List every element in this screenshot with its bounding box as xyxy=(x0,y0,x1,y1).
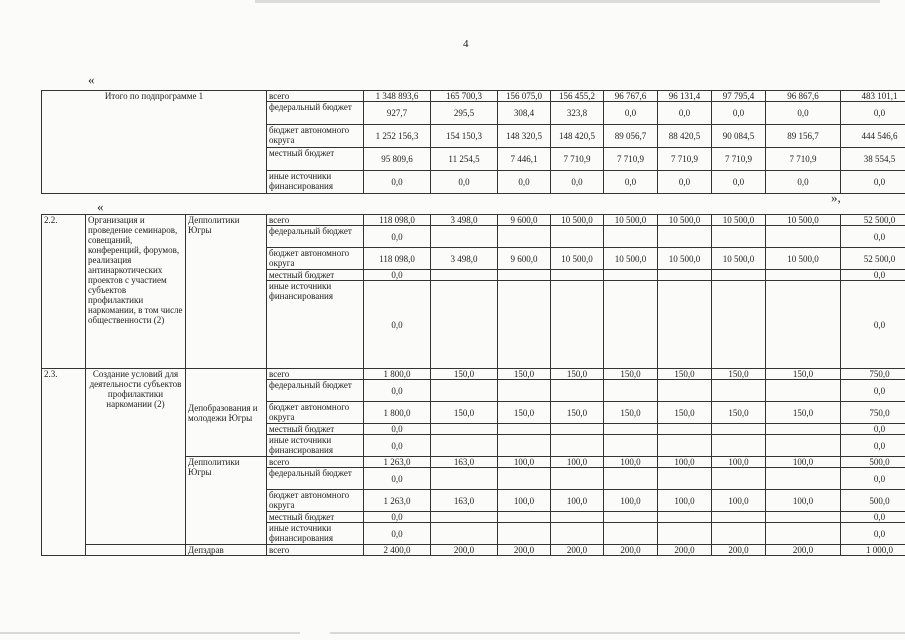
value-cell xyxy=(712,226,766,248)
value-cell: 9 600,0 xyxy=(498,248,551,270)
value-cell xyxy=(712,270,766,281)
value-cell xyxy=(551,523,604,545)
value-cell: 0,0 xyxy=(364,468,431,490)
main-table xyxy=(41,214,905,556)
value-cell: 156 455,2 xyxy=(551,91,604,102)
item-2-3-row xyxy=(42,369,905,380)
value-cell: 10 500,0 xyxy=(712,215,766,226)
value-cell: 0,0 xyxy=(841,380,905,402)
value-cell: 2 400,0 xyxy=(364,545,431,556)
value-cell: 444 546,6 xyxy=(841,125,905,148)
value-cell xyxy=(498,523,551,545)
value-cell: 148 420,5 xyxy=(551,125,604,148)
value-cell: 150,0 xyxy=(431,402,498,424)
source-label: местный бюджет xyxy=(267,512,364,523)
value-cell: 96 767,6 xyxy=(604,91,658,102)
item-name: Организация и проведение семинаров, совещаний, конференций, форумов, реализация антинаркотических проектов с участием субъектов профилактики наркомании, в том числе общественности (2) xyxy=(86,215,186,369)
value-cell xyxy=(604,226,658,248)
value-cell xyxy=(658,270,712,281)
value-cell xyxy=(498,270,551,281)
value-cell: 7 710,9 xyxy=(658,148,712,171)
value-cell: 1 800,0 xyxy=(364,369,431,380)
value-cell: 97 795,4 xyxy=(712,91,766,102)
value-cell: 150,0 xyxy=(766,402,841,424)
value-cell: 750,0 xyxy=(841,369,905,380)
value-cell xyxy=(712,281,766,369)
source-label: бюджет автономного округа xyxy=(267,248,364,270)
source-label: федеральный бюджет xyxy=(267,102,364,125)
value-cell: 3 498,0 xyxy=(431,215,498,226)
subtotal-table xyxy=(41,90,905,194)
value-cell: 96 131,4 xyxy=(658,91,712,102)
value-cell xyxy=(551,435,604,457)
close-quote: », xyxy=(831,190,841,205)
source-label: иные источники финансирования xyxy=(267,171,364,194)
value-cell xyxy=(498,380,551,402)
item-2-3-row xyxy=(42,545,905,556)
value-cell: 10 500,0 xyxy=(551,215,604,226)
scan-edge-bottom xyxy=(0,632,905,634)
value-cell: 0,0 xyxy=(841,468,905,490)
value-cell xyxy=(712,512,766,523)
executor: Депполитики Югры xyxy=(186,215,267,369)
value-cell: 156 075,0 xyxy=(498,91,551,102)
value-cell xyxy=(498,424,551,435)
executor: Депобразования и молодежи Югры xyxy=(186,369,267,457)
source-label: всего xyxy=(267,91,364,102)
value-cell: 7 710,9 xyxy=(551,148,604,171)
value-cell: 52 500,0 xyxy=(841,215,905,226)
value-cell: 38 554,5 xyxy=(841,148,905,171)
value-cell: 154 150,3 xyxy=(431,125,498,148)
value-cell xyxy=(658,281,712,369)
value-cell: 150,0 xyxy=(551,369,604,380)
value-cell: 10 500,0 xyxy=(604,248,658,270)
value-cell: 1 263,0 xyxy=(364,490,431,512)
value-cell xyxy=(551,281,604,369)
value-cell: 0,0 xyxy=(364,380,431,402)
value-cell: 10 500,0 xyxy=(604,215,658,226)
value-cell xyxy=(766,424,841,435)
value-cell: 7 710,9 xyxy=(766,148,841,171)
value-cell xyxy=(498,512,551,523)
value-cell: 118 098,0 xyxy=(364,215,431,226)
value-cell: 150,0 xyxy=(498,402,551,424)
value-cell xyxy=(551,512,604,523)
value-cell: 95 809,6 xyxy=(364,148,431,171)
value-cell xyxy=(766,226,841,248)
value-cell: 200,0 xyxy=(498,545,551,556)
value-cell: 200,0 xyxy=(431,545,498,556)
value-cell xyxy=(766,468,841,490)
value-cell: 750,0 xyxy=(841,402,905,424)
value-cell: 0,0 xyxy=(551,171,604,194)
value-cell: 1 348 893,6 xyxy=(364,91,431,102)
item-name: Создание условий для деятельности субъектов профилактики наркомании (2) xyxy=(86,369,186,545)
value-cell: 11 254,5 xyxy=(431,148,498,171)
value-cell: 0,0 xyxy=(841,281,905,369)
value-cell: 0,0 xyxy=(841,270,905,281)
value-cell xyxy=(712,435,766,457)
value-cell: 96 867,6 xyxy=(766,91,841,102)
value-cell xyxy=(551,468,604,490)
value-cell xyxy=(551,270,604,281)
source-label: бюджет автономного округа xyxy=(267,490,364,512)
source-label: федеральный бюджет xyxy=(267,380,364,402)
value-cell: 0,0 xyxy=(841,523,905,545)
value-cell: 100,0 xyxy=(712,457,766,468)
value-cell xyxy=(658,468,712,490)
value-cell: 500,0 xyxy=(841,490,905,512)
value-cell xyxy=(604,512,658,523)
value-cell: 1 252 156,3 xyxy=(364,125,431,148)
value-cell xyxy=(551,380,604,402)
value-cell: 0,0 xyxy=(841,171,905,194)
value-cell: 0,0 xyxy=(364,512,431,523)
value-cell: 7 710,9 xyxy=(712,148,766,171)
value-cell: 0,0 xyxy=(712,102,766,125)
source-label: бюджет автономного округа xyxy=(267,125,364,148)
value-cell: 52 500,0 xyxy=(841,248,905,270)
value-cell xyxy=(766,523,841,545)
value-cell: 0,0 xyxy=(841,424,905,435)
value-cell: 150,0 xyxy=(498,369,551,380)
value-cell: 1 263,0 xyxy=(364,457,431,468)
value-cell: 100,0 xyxy=(604,457,658,468)
value-cell xyxy=(431,281,498,369)
source-label: всего xyxy=(267,545,364,556)
value-cell: 308,4 xyxy=(498,102,551,125)
value-cell: 0,0 xyxy=(841,512,905,523)
source-label: местный бюджет xyxy=(267,424,364,435)
value-cell xyxy=(766,270,841,281)
value-cell xyxy=(604,424,658,435)
value-cell: 10 500,0 xyxy=(766,215,841,226)
value-cell: 100,0 xyxy=(766,457,841,468)
value-cell: 150,0 xyxy=(658,369,712,380)
value-cell: 7 446,1 xyxy=(498,148,551,171)
value-cell: 100,0 xyxy=(712,490,766,512)
value-cell: 483 101,1 xyxy=(841,91,905,102)
value-cell: 200,0 xyxy=(712,545,766,556)
value-cell xyxy=(551,226,604,248)
value-cell: 1 800,0 xyxy=(364,402,431,424)
value-cell: 100,0 xyxy=(604,490,658,512)
value-cell xyxy=(766,435,841,457)
value-cell: 927,7 xyxy=(364,102,431,125)
value-cell: 150,0 xyxy=(551,402,604,424)
value-cell: 0,0 xyxy=(498,171,551,194)
value-cell: 88 420,5 xyxy=(658,125,712,148)
source-label: иные источники финансирования xyxy=(267,281,364,369)
value-cell: 0,0 xyxy=(364,523,431,545)
value-cell xyxy=(431,226,498,248)
item-number: 2.2. xyxy=(42,215,86,369)
value-cell: 0,0 xyxy=(604,171,658,194)
open-quote-mid: « xyxy=(97,199,104,214)
source-label: иные источники финансирования xyxy=(267,435,364,457)
source-label: федеральный бюджет xyxy=(267,468,364,490)
value-cell: 150,0 xyxy=(604,402,658,424)
value-cell: 0,0 xyxy=(658,171,712,194)
empty-cell xyxy=(86,545,186,556)
value-cell: 150,0 xyxy=(658,402,712,424)
source-label: федеральный бюджет xyxy=(267,226,364,248)
value-cell xyxy=(658,226,712,248)
value-cell: 100,0 xyxy=(551,490,604,512)
value-cell: 0,0 xyxy=(364,424,431,435)
value-cell: 150,0 xyxy=(766,369,841,380)
value-cell xyxy=(658,424,712,435)
value-cell xyxy=(604,468,658,490)
source-label: всего xyxy=(267,369,364,380)
value-cell xyxy=(498,468,551,490)
value-cell: 89 056,7 xyxy=(604,125,658,148)
executor: Депздрав xyxy=(186,545,267,556)
value-cell: 0,0 xyxy=(712,171,766,194)
value-cell: 163,0 xyxy=(431,457,498,468)
value-cell xyxy=(658,523,712,545)
value-cell xyxy=(766,380,841,402)
value-cell: 7 710,9 xyxy=(604,148,658,171)
value-cell: 100,0 xyxy=(658,490,712,512)
value-cell: 100,0 xyxy=(766,490,841,512)
value-cell: 0,0 xyxy=(364,226,431,248)
value-cell: 200,0 xyxy=(658,545,712,556)
value-cell xyxy=(604,281,658,369)
value-cell xyxy=(431,435,498,457)
subtotal-title: Итого по подпрограмме 1 xyxy=(42,91,267,194)
value-cell: 0,0 xyxy=(604,102,658,125)
value-cell xyxy=(498,226,551,248)
value-cell xyxy=(766,281,841,369)
value-cell xyxy=(498,281,551,369)
value-cell xyxy=(498,435,551,457)
value-cell: 500,0 xyxy=(841,457,905,468)
value-cell: 90 084,5 xyxy=(712,125,766,148)
value-cell xyxy=(604,270,658,281)
value-cell: 295,5 xyxy=(431,102,498,125)
value-cell xyxy=(712,380,766,402)
value-cell xyxy=(658,380,712,402)
value-cell: 100,0 xyxy=(551,457,604,468)
value-cell: 0,0 xyxy=(841,102,905,125)
value-cell: 100,0 xyxy=(658,457,712,468)
open-quote-top: « xyxy=(88,72,95,87)
value-cell: 10 500,0 xyxy=(551,248,604,270)
subtotal-row xyxy=(42,91,905,102)
value-cell: 150,0 xyxy=(712,402,766,424)
value-cell: 200,0 xyxy=(551,545,604,556)
value-cell: 9 600,0 xyxy=(498,215,551,226)
source-label: всего xyxy=(267,457,364,468)
source-label: иные источники финансирования xyxy=(267,523,364,545)
value-cell: 100,0 xyxy=(498,457,551,468)
value-cell: 200,0 xyxy=(604,545,658,556)
scan-edge-top xyxy=(0,0,905,3)
page-number: 4 xyxy=(463,38,469,50)
executor: Депполитики Югры xyxy=(186,457,267,545)
value-cell: 118 098,0 xyxy=(364,248,431,270)
value-cell: 10 500,0 xyxy=(766,248,841,270)
source-label: местный бюджет xyxy=(267,148,364,171)
source-label: местный бюджет xyxy=(267,270,364,281)
value-cell xyxy=(551,424,604,435)
value-cell: 0,0 xyxy=(658,102,712,125)
value-cell: 0,0 xyxy=(841,226,905,248)
value-cell: 1 000,0 xyxy=(841,545,905,556)
item-2-2-row xyxy=(42,215,905,226)
value-cell: 0,0 xyxy=(841,435,905,457)
value-cell: 150,0 xyxy=(431,369,498,380)
value-cell: 10 500,0 xyxy=(658,248,712,270)
value-cell: 163,0 xyxy=(431,490,498,512)
value-cell xyxy=(658,512,712,523)
value-cell xyxy=(712,468,766,490)
value-cell xyxy=(431,512,498,523)
value-cell xyxy=(431,523,498,545)
value-cell: 10 500,0 xyxy=(712,248,766,270)
item-number: 2.3. xyxy=(42,369,86,556)
value-cell: 0,0 xyxy=(364,435,431,457)
value-cell: 0,0 xyxy=(364,281,431,369)
value-cell xyxy=(431,270,498,281)
value-cell: 100,0 xyxy=(498,490,551,512)
value-cell xyxy=(604,380,658,402)
value-cell: 165 700,3 xyxy=(431,91,498,102)
value-cell: 0,0 xyxy=(364,270,431,281)
value-cell xyxy=(712,424,766,435)
value-cell: 0,0 xyxy=(766,171,841,194)
source-label: всего xyxy=(267,215,364,226)
value-cell xyxy=(658,435,712,457)
value-cell: 0,0 xyxy=(364,171,431,194)
value-cell xyxy=(431,468,498,490)
value-cell: 0,0 xyxy=(766,102,841,125)
value-cell: 148 320,5 xyxy=(498,125,551,148)
value-cell xyxy=(431,380,498,402)
value-cell xyxy=(712,523,766,545)
value-cell: 89 156,7 xyxy=(766,125,841,148)
value-cell: 10 500,0 xyxy=(658,215,712,226)
value-cell xyxy=(604,523,658,545)
source-label: бюджет автономного округа xyxy=(267,402,364,424)
value-cell xyxy=(604,435,658,457)
value-cell xyxy=(431,424,498,435)
value-cell: 200,0 xyxy=(766,545,841,556)
value-cell xyxy=(766,512,841,523)
value-cell: 3 498,0 xyxy=(431,248,498,270)
value-cell: 150,0 xyxy=(604,369,658,380)
value-cell: 0,0 xyxy=(431,171,498,194)
value-cell: 323,8 xyxy=(551,102,604,125)
value-cell: 150,0 xyxy=(712,369,766,380)
